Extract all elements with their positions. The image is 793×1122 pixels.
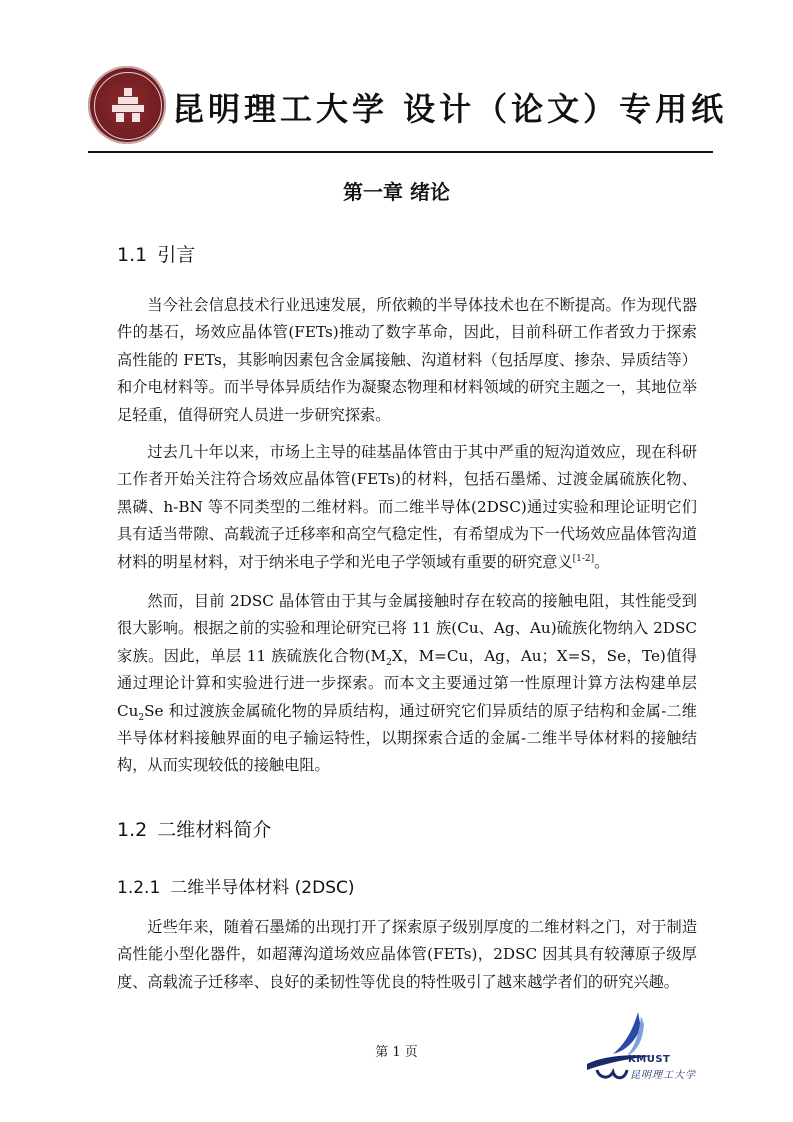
paragraph-text-a: 然而，目前 2DSC 晶体管由于其与金属接触时存在较高的接触电阻，其性能受到很大影响。根据之前的实验和理论研究已将 11 族(Cu、Ag、Au)硫族化物纳入 2DSC 家族。因此，单层 11 族硫族化合物(M	[117, 592, 697, 665]
section-heading-1-2-1	[117, 873, 355, 898]
section-title: 二维材料简介	[157, 819, 272, 841]
paragraph-intro-2	[117, 439, 697, 576]
logo-text: KMUST	[628, 1054, 671, 1065]
section-number: 1.1	[117, 244, 148, 266]
paragraph-text: 过去几十年以来，市场上主导的硅基晶体管由于其中严重的短沟道效应，现在科研工作者开始关注符合场效应晶体管(FETs)的材料，包括石墨烯、过渡金属硫族化物、黑磷、h-BN 等不同类型的二维材料。而二维半导体(2DSC)通过实验和理论证明它们具有适当带隙、高载流子迁移率和高空气稳定性，有希望成为下一代场效应晶体管沟道材料的明星材料，对于纳米电子学和光电子学领域有重要的研究意义	[117, 443, 697, 571]
paragraph-text-b: X，M=Cu，Ag，Au；X=S，Se，Te)值得通过理论计算和实验进行进一步探索。而本文主要通过第一性原理计算方法构建单层 Cu	[117, 646, 697, 720]
section-number: 1.2	[117, 819, 148, 841]
section-title: 引言	[157, 244, 196, 266]
section-heading-1-1	[117, 240, 195, 267]
citation-ref: [1-2]	[572, 553, 595, 564]
page-header	[0, 0, 793, 160]
subscript-2: 2	[386, 657, 392, 668]
paragraph-2dsc: 近些年来，随着石墨烯的出现打开了探索原子级别厚度的二维材料之门，对于制造高性能小型化器件，如超薄沟道场效应晶体管(FETs)，2DSC 因其具有较薄原子级厚度、高载流子迁移率、良好的柔韧性等优良的特性吸引了越来越学者们的研究兴趣。	[117, 918, 697, 991]
paragraph-end: 。	[594, 552, 610, 571]
paragraph-text-c: Se 和过渡族金属硫化物的异质结构，通过研究它们异质结的原子结构和金属-二维半导体材料接触界面的电子输运特性，以期探索合适的金属-二维半导体材料的接触结构，从而实现较低的接触电阻。	[117, 701, 697, 775]
paragraph-intro-1: 当今社会信息技术行业迅速发展，所依赖的半导体技术也在不断提高。作为现代器件的基石，场效应晶体管(FETs)推动了数字革命，因此，目前科研工作者致力于探索高性能的 FETs，其影响因素包含金属接触、沟道材料（包括厚度、掺杂、异质结等）和介电材料等。而半导体异质结作为凝聚态物理和材料领域的研究主题之一，其地位举足轻重，值得研究人员进一步研究探索。	[117, 296, 697, 424]
subscript-2b: 2	[138, 712, 145, 723]
header-rule	[88, 151, 713, 153]
section-number: 1.2.1	[117, 878, 161, 898]
section-heading-1-2	[117, 815, 271, 842]
paragraph-intro-3	[117, 588, 697, 780]
header-title: 昆明理工大学 设计（论文）专用纸	[172, 90, 728, 128]
chapter-title: 第一章 绪论	[343, 180, 450, 204]
section-title: 二维半导体材料 (2DSC)	[170, 878, 355, 898]
page-number: 第 1 页	[375, 1045, 418, 1060]
logo-subtext: 昆明理工大学	[630, 1070, 696, 1081]
university-seal-icon	[88, 66, 166, 144]
